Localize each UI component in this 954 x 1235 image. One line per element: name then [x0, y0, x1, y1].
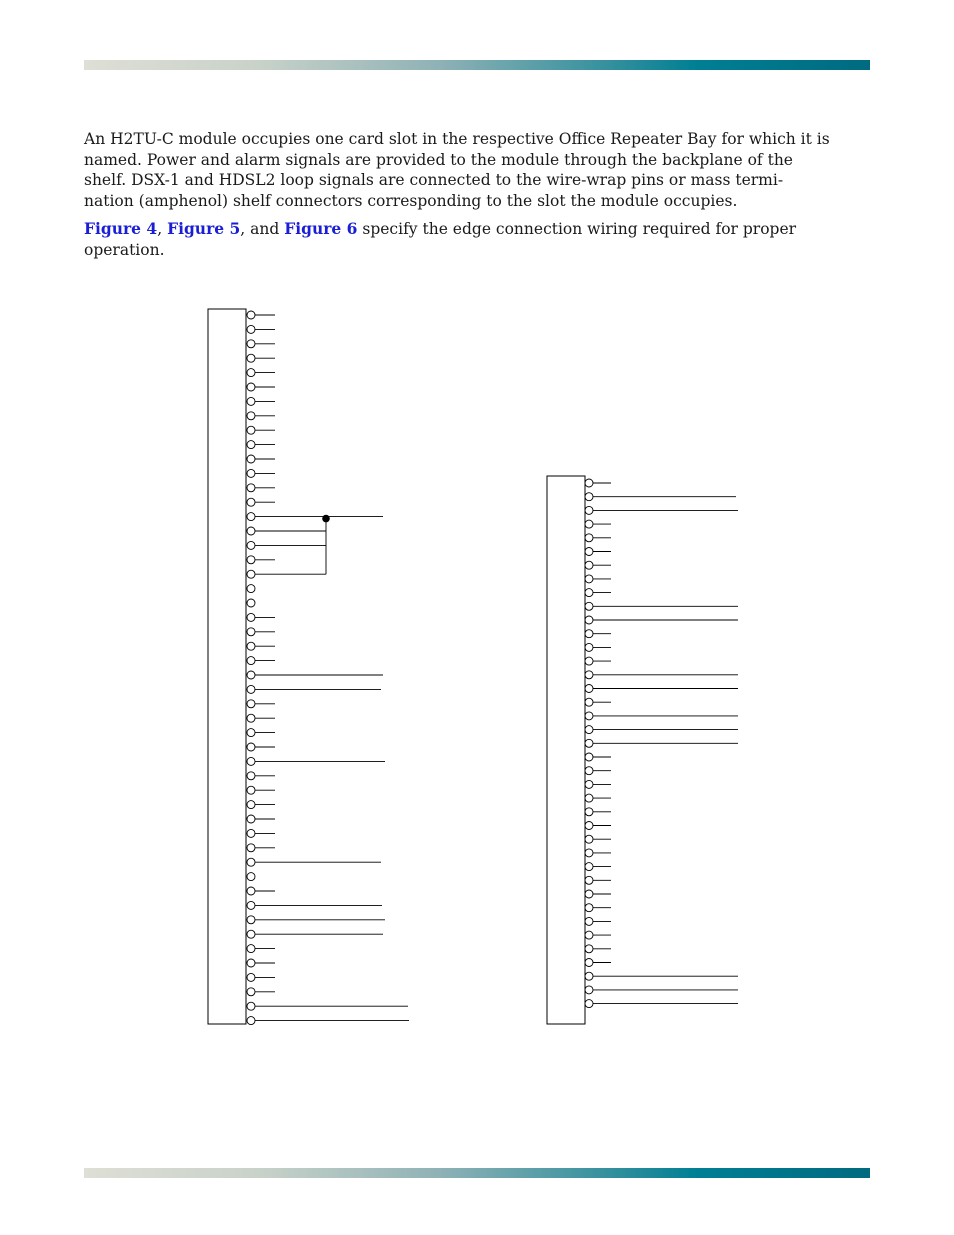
right-pin-23 — [585, 780, 593, 788]
intro-line-1: An H2TU-C module occupies one card slot in the respective Office Repeater Bay for which it is — [84, 130, 830, 148]
left-pin-12 — [247, 469, 255, 477]
left-pin-27 — [247, 685, 255, 693]
left-pin-13 — [247, 484, 255, 492]
left-pin-25 — [247, 657, 255, 665]
right-pin-13 — [585, 643, 593, 651]
intro-line-4: nation (amphenol) shelf connectors corresponding to the slot the module occupies. — [84, 191, 738, 210]
figure-5-link[interactable]: Figure 5 — [167, 219, 241, 238]
left-pin-4 — [247, 354, 255, 362]
right-pin-10 — [585, 602, 593, 610]
left-pin-10 — [247, 441, 255, 449]
left-pin-30 — [247, 729, 255, 737]
left-pin-14 — [247, 498, 255, 506]
left-pin-6 — [247, 383, 255, 391]
right-pin-39 — [585, 1000, 593, 1008]
left-pin-20 — [247, 585, 255, 593]
left-pin-15 — [247, 513, 255, 521]
left-pin-42 — [247, 901, 255, 909]
left-connector — [208, 309, 409, 1025]
ref-tail-2: operation. — [84, 240, 165, 259]
ref-separator-2: , and — [240, 220, 285, 238]
left-pin-3 — [247, 340, 255, 348]
right-pin-17 — [585, 698, 593, 706]
right-pin-8 — [585, 575, 593, 583]
right-card-edge — [547, 476, 585, 1024]
left-pin-5 — [247, 369, 255, 377]
right-pin-16 — [585, 685, 593, 693]
left-pin-38 — [247, 844, 255, 852]
right-pin-12 — [585, 630, 593, 638]
left-pin-31 — [247, 743, 255, 751]
right-pin-2 — [585, 493, 593, 501]
right-pin-26 — [585, 822, 593, 830]
right-pin-19 — [585, 726, 593, 734]
left-pin-43 — [247, 916, 255, 924]
right-pin-35 — [585, 945, 593, 953]
left-pin-22 — [247, 613, 255, 621]
right-pin-18 — [585, 712, 593, 720]
left-bus-node — [322, 515, 330, 523]
right-pin-33 — [585, 917, 593, 925]
left-pin-47 — [247, 973, 255, 981]
right-pin-9 — [585, 589, 593, 597]
right-pin-36 — [585, 959, 593, 967]
right-pin-31 — [585, 890, 593, 898]
left-pin-18 — [247, 556, 255, 564]
right-pin-5 — [585, 534, 593, 542]
left-pin-2 — [247, 325, 255, 333]
right-pin-14 — [585, 657, 593, 665]
right-pin-1 — [585, 479, 593, 487]
left-pin-26 — [247, 671, 255, 679]
left-pin-23 — [247, 628, 255, 636]
right-pin-22 — [585, 767, 593, 775]
right-pin-38 — [585, 986, 593, 994]
left-pin-37 — [247, 829, 255, 837]
figure-4-link[interactable]: Figure 4 — [84, 219, 158, 238]
left-pin-8 — [247, 412, 255, 420]
right-pin-25 — [585, 808, 593, 816]
left-pin-17 — [247, 541, 255, 549]
left-pin-28 — [247, 700, 255, 708]
left-pin-35 — [247, 801, 255, 809]
footer-rule — [84, 1168, 870, 1178]
left-pin-49 — [247, 1002, 255, 1010]
right-pin-32 — [585, 904, 593, 912]
intro-line-3: shelf. DSX-1 and HDSL2 loop signals are connected to the wire-wrap pins or mass termi- — [84, 171, 784, 189]
left-pin-50 — [247, 1017, 255, 1025]
right-pin-24 — [585, 794, 593, 802]
left-pin-21 — [247, 599, 255, 607]
left-pin-29 — [247, 714, 255, 722]
left-pin-32 — [247, 757, 255, 765]
right-pin-7 — [585, 561, 593, 569]
figure-6-link[interactable]: Figure 6 — [284, 219, 358, 238]
right-pin-21 — [585, 753, 593, 761]
ref-tail: specify the edge connection wiring required for proper — [357, 220, 797, 238]
left-pin-1 — [247, 311, 255, 319]
left-pin-16 — [247, 527, 255, 535]
left-card-edge — [208, 309, 246, 1024]
right-pin-29 — [585, 863, 593, 871]
left-pin-34 — [247, 786, 255, 794]
right-pin-15 — [585, 671, 593, 679]
right-pin-27 — [585, 835, 593, 843]
left-pin-24 — [247, 642, 255, 650]
left-pin-40 — [247, 873, 255, 881]
left-pin-46 — [247, 959, 255, 967]
intro-line-2: named. Power and alarm signals are provided to the module through the backplane of the — [84, 150, 793, 169]
right-pin-20 — [585, 739, 593, 747]
left-pin-33 — [247, 772, 255, 780]
ref-separator-1: , — [157, 220, 168, 238]
right-pin-3 — [585, 506, 593, 514]
left-pin-41 — [247, 887, 255, 895]
right-pin-6 — [585, 548, 593, 556]
left-pin-9 — [247, 426, 255, 434]
right-pin-11 — [585, 616, 593, 624]
right-pin-34 — [585, 931, 593, 939]
right-pin-4 — [585, 520, 593, 528]
left-pin-39 — [247, 858, 255, 866]
left-pin-19 — [247, 570, 255, 578]
left-pin-7 — [247, 397, 255, 405]
left-pin-11 — [247, 455, 255, 463]
left-pin-36 — [247, 815, 255, 823]
left-pin-44 — [247, 930, 255, 938]
right-pin-28 — [585, 849, 593, 857]
left-pin-48 — [247, 988, 255, 996]
right-connector — [547, 476, 738, 1024]
right-pin-37 — [585, 972, 593, 980]
right-pin-30 — [585, 876, 593, 884]
left-pin-45 — [247, 945, 255, 953]
